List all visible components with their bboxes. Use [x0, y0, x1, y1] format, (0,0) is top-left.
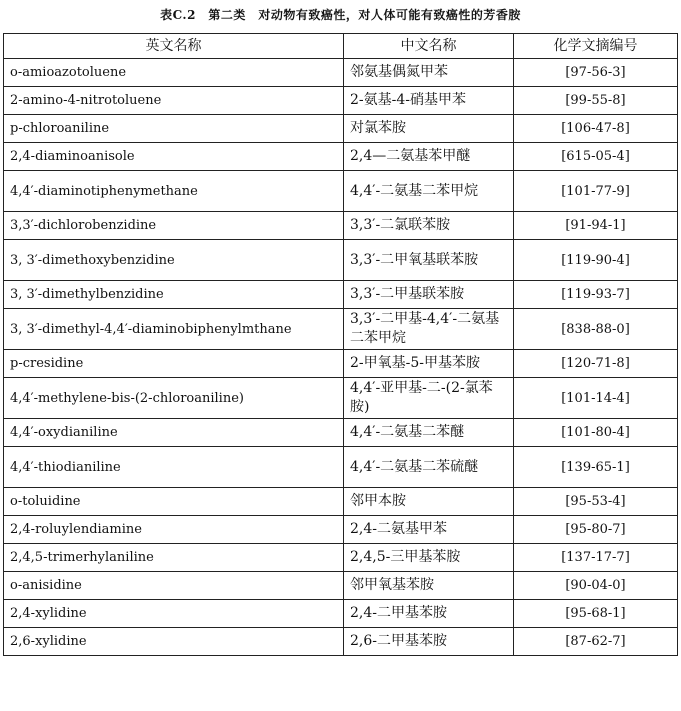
- chinese-name-cell: 4,4′-二氨基二苯醚: [344, 419, 514, 447]
- cas-number-cell: [95-53-4]: [514, 488, 678, 516]
- english-name-cell: 4,4′-diaminotiphenymethane: [4, 171, 344, 212]
- cas-number-cell: [97-56-3]: [514, 59, 678, 87]
- aromatic-amines-table: [3, 33, 678, 656]
- english-name-cell: 3, 3′-dimethyl-4,4′-diaminobiphenylmthane: [4, 309, 344, 350]
- chinese-name-cell: 邻甲氧基苯胺: [344, 572, 514, 600]
- table-row: [4, 447, 678, 488]
- chinese-name-cell: 3,3′-二甲氧基联苯胺: [344, 240, 514, 281]
- table-row: [4, 212, 678, 240]
- cas-number-cell: [90-04-0]: [514, 572, 678, 600]
- cas-number-cell: [120-71-8]: [514, 350, 678, 378]
- table-row: [4, 600, 678, 628]
- english-name-cell: 2-amino-4-nitrotoluene: [4, 87, 344, 115]
- table-row: [4, 628, 678, 656]
- chinese-name-cell: 2,6-二甲基苯胺: [344, 628, 514, 656]
- chinese-name-cell: 3,3′-二氯联苯胺: [344, 212, 514, 240]
- cas-number-cell: [137-17-7]: [514, 544, 678, 572]
- chinese-name-cell: 3,3′-二甲基-4,4′-二氨基二苯甲烷: [344, 309, 514, 350]
- english-name-cell: 4,4′-thiodianiline: [4, 447, 344, 488]
- cas-number-cell: [87-62-7]: [514, 628, 678, 656]
- english-name-cell: 2,4-xylidine: [4, 600, 344, 628]
- cas-number-cell: [91-94-1]: [514, 212, 678, 240]
- english-name-cell: 2,4-diaminoanisole: [4, 143, 344, 171]
- chinese-name-cell: 邻氨基偶氮甲苯: [344, 59, 514, 87]
- header-cas-number: 化学文摘编号: [514, 34, 678, 59]
- chinese-name-cell: 4,4′-二氨基二苯硫醚: [344, 447, 514, 488]
- english-name-cell: 2,4-roluylendiamine: [4, 516, 344, 544]
- table-row: [4, 87, 678, 115]
- table-row: [4, 59, 678, 87]
- table-row: [4, 281, 678, 309]
- english-name-cell: 3, 3′-dimethoxybenzidine: [4, 240, 344, 281]
- table-row: [4, 572, 678, 600]
- chinese-name-cell: 2,4,5-三甲基苯胺: [344, 544, 514, 572]
- table-row: [4, 544, 678, 572]
- english-name-cell: 3, 3′-dimethylbenzidine: [4, 281, 344, 309]
- chinese-name-cell: 2-甲氧基-5-甲基苯胺: [344, 350, 514, 378]
- header-english-name: 英文名称: [4, 34, 344, 59]
- chinese-name-cell: 2-氨基-4-硝基甲苯: [344, 87, 514, 115]
- table-row: [4, 350, 678, 378]
- english-name-cell: o-toluidine: [4, 488, 344, 516]
- cas-number-cell: [615-05-4]: [514, 143, 678, 171]
- chinese-name-cell: 2,4-二氨基甲苯: [344, 516, 514, 544]
- english-name-cell: 4,4′-oxydianiline: [4, 419, 344, 447]
- table-header-row: [4, 34, 678, 59]
- header-chinese-name: 中文名称: [344, 34, 514, 59]
- cas-number-cell: [101-80-4]: [514, 419, 678, 447]
- chinese-name-cell: 邻甲本胺: [344, 488, 514, 516]
- chinese-name-cell: 4,4′-二氨基二苯甲烷: [344, 171, 514, 212]
- english-name-cell: o-amioazotoluene: [4, 59, 344, 87]
- table-row: [4, 143, 678, 171]
- cas-number-cell: [119-90-4]: [514, 240, 678, 281]
- cas-number-cell: [101-77-9]: [514, 171, 678, 212]
- cas-number-cell: [95-80-7]: [514, 516, 678, 544]
- cas-number-cell: [139-65-1]: [514, 447, 678, 488]
- chinese-name-cell: 对氯苯胺: [344, 115, 514, 143]
- cas-number-cell: [119-93-7]: [514, 281, 678, 309]
- table-row: [4, 516, 678, 544]
- english-name-cell: 3,3′-dichlorobenzidine: [4, 212, 344, 240]
- table-row: [4, 240, 678, 281]
- table-row: [4, 488, 678, 516]
- english-name-cell: o-anisidine: [4, 572, 344, 600]
- cas-number-cell: [838-88-0]: [514, 309, 678, 350]
- cas-number-cell: [106-47-8]: [514, 115, 678, 143]
- chinese-name-cell: 4,4′-亚甲基-二-(2-氯苯胺): [344, 378, 514, 419]
- english-name-cell: 2,6-xylidine: [4, 628, 344, 656]
- english-name-cell: p-cresidine: [4, 350, 344, 378]
- table-row: [4, 115, 678, 143]
- english-name-cell: p-chloroaniline: [4, 115, 344, 143]
- cas-number-cell: [101-14-4]: [514, 378, 678, 419]
- chinese-name-cell: 3,3′-二甲基联苯胺: [344, 281, 514, 309]
- chinese-name-cell: 2,4—二氨基苯甲醚: [344, 143, 514, 171]
- table-row: [4, 309, 678, 350]
- table-caption: 表C.2 第二类 对动物有致癌性，对人体可能有致癌性的芳香胺: [160, 8, 521, 22]
- chinese-name-cell: 2,4-二甲基苯胺: [344, 600, 514, 628]
- table-row: [4, 171, 678, 212]
- cas-number-cell: [95-68-1]: [514, 600, 678, 628]
- table-row: [4, 419, 678, 447]
- english-name-cell: 2,4,5-trimerhylaniline: [4, 544, 344, 572]
- english-name-cell: 4,4′-methylene-bis-(2-chloroaniline): [4, 378, 344, 419]
- table-row: [4, 378, 678, 419]
- cas-number-cell: [99-55-8]: [514, 87, 678, 115]
